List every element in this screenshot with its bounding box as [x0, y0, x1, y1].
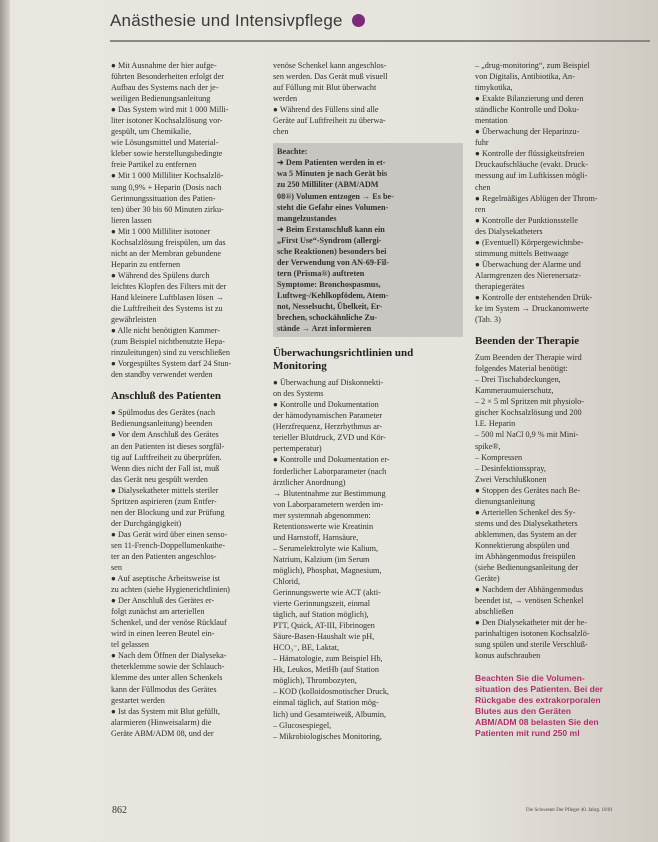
- text-line: Alarmgrenzen des Nierenersatz-: [475, 270, 581, 280]
- text-line: zu achten (siehe Hygienerichtlinien): [111, 585, 230, 595]
- text-line: ● Mit Ausnahme der hier aufge-: [111, 61, 217, 70]
- text-line: Zwei Verschlußkonen: [475, 474, 547, 484]
- column-1: [111, 60, 263, 739]
- section-heading-anschluss: Anschluß des Patienten: [111, 390, 222, 403]
- text-line: ● Den Dialysekatheter mit der he-: [475, 618, 588, 628]
- text-line: ärztlicher Anordnung): [273, 477, 346, 487]
- text-line: venöse Schenkel kann angeschlos-: [273, 61, 387, 70]
- page-number: 862: [112, 805, 127, 816]
- text-line: I.E. Heparin: [475, 419, 516, 429]
- text-line: wie Lösungsmittel und Material-: [111, 138, 219, 148]
- text-line: Chlorid,: [273, 576, 301, 586]
- text-line: täglich, auf Station möglich),: [273, 610, 369, 620]
- column-2: [273, 60, 463, 742]
- text-line: ● Spülmodus des Gerätes (nach: [111, 408, 216, 418]
- text-line: tern (Prisma®) auftreten: [277, 268, 365, 278]
- text-line: chen: [475, 182, 491, 192]
- text-line: vierte Gerinnungszeit, einmal: [273, 599, 371, 609]
- text-line: ● Alle nicht benötigten Kammer-: [111, 326, 220, 336]
- text-line: freie Partikel zu entfernen: [111, 160, 197, 170]
- text-line: theterklemme sowie der Schlauch-: [111, 662, 225, 672]
- text-line: einmal täglich, auf Station mög-: [273, 698, 379, 708]
- text-line: ● Vorgespültes System darf 24 Stun-: [111, 359, 232, 369]
- text-line: – KOD (kolloidosmotischer Druck,: [273, 687, 389, 697]
- text-line: messung auf im Luftkissen mögli-: [475, 171, 588, 181]
- text-line: ● Das System wird mit 1 000 Milli-: [111, 105, 229, 115]
- text-line: Gerinnungssituation des Patien-: [111, 193, 216, 203]
- text-line: sen werden. Das Gerät muß visuell: [273, 72, 388, 82]
- text-line: PTT, Quick, AT-III, Fibrinogen: [273, 621, 375, 631]
- text-line: parinhaltigen isotonen Kochsalzlö-: [475, 629, 590, 639]
- text-line: ke im System → Druckanomwerte: [475, 304, 589, 314]
- text-line: – 2 × 5 ml Spritzen mit physiolo-: [475, 397, 585, 407]
- text-line: führten Besonderheiten erfolgt der: [111, 72, 224, 82]
- text-line: steht die Gefahr eines Volumen-: [277, 202, 389, 212]
- text-line: Luftweg-/Kehlkopfödem, Atem-: [277, 290, 389, 300]
- text-line: ● Während des Spülens durch: [111, 270, 210, 280]
- text-line: nen der Blockung und zur Prüfung: [111, 507, 225, 517]
- text-line: rinzuleitungen) sind zu verschließen: [111, 348, 230, 358]
- text-line: (siehe Bedienungsanleitung der: [475, 563, 579, 573]
- text-line: lich) und Gesamteiweiß, Albumin,: [273, 709, 387, 719]
- text-line: Geräte auf Luftfreiheit zu überwa-: [273, 116, 386, 126]
- text-line: – Kompressen: [475, 452, 523, 462]
- text-line: – Glucosespiegel,: [273, 720, 332, 730]
- text-line: kann der Füllmodus des Gerätes: [111, 684, 217, 694]
- text-line: ständliche Kontrolle und Doku-: [475, 105, 579, 115]
- text-line: Druckaufschläuche (evakt. Druck-: [475, 160, 588, 170]
- text-line: liter isotoner Kochsalzlösung vor-: [111, 116, 223, 126]
- text-line: Hand kleinere Luftblasen lösen →: [111, 292, 224, 302]
- text-line: – Serumelektrolyte wie Kalium,: [273, 543, 379, 553]
- text-line: nicht an der Membran gebundene: [111, 248, 222, 258]
- text-line: ren: [475, 204, 486, 214]
- text-line: von Digitalis, Antibiotika, An-: [475, 72, 575, 82]
- text-line: „First Use“-Syndrom (allergi-: [277, 235, 382, 245]
- column-1-section: [111, 407, 263, 738]
- text-line: Patienten mit rund 250 ml: [475, 728, 580, 739]
- text-line: Zum Beenden der Therapie wird: [475, 353, 582, 363]
- text-line: Rückgabe des extrakorporalen: [475, 695, 601, 706]
- text-line: konus aufschrauben: [475, 651, 541, 661]
- text-line: sung spülen und sterile Verschluß-: [475, 640, 588, 650]
- text-line: Blutes aus den Geräten: [475, 706, 571, 717]
- text-line: werden: [273, 94, 298, 104]
- text-line: ● Kontrolle und Dokumentation: [273, 400, 379, 410]
- text-line: on des Systems: [273, 389, 324, 399]
- text-line: ● Überwachung der Heparinzu-: [475, 127, 580, 137]
- text-line: Kammeraumuierschutz,: [475, 386, 554, 396]
- text-line: sung 0,9% + Heparin (Dosis nach: [111, 182, 222, 192]
- text-line: HCO₃⁻, BE, Laktat,: [273, 643, 340, 653]
- text-line: – Desinfektionsspray,: [475, 463, 546, 473]
- section-heading-ueberwachung: Überwachungsrichtlinien und Monitoring: [273, 347, 414, 373]
- text-line: abschließen: [475, 607, 514, 617]
- text-line: gischer Kochsalzlösung und 200: [475, 408, 582, 418]
- text-line: alarmieren (Hinweisalarm) die: [111, 717, 212, 727]
- text-line: ter an den Patienten angeschlos-: [111, 551, 217, 561]
- text-line: kleber sowie herstellungsbedingte: [111, 149, 223, 159]
- text-line: gewährleisten: [111, 315, 157, 325]
- text-line: ● Nachdem der Abhängenmodus: [475, 585, 583, 595]
- text-line: Geräte): [475, 574, 500, 584]
- text-line: – 500 ml NaCl 0,9 % mit Mini-: [475, 430, 579, 440]
- text-line: wa 5 Minuten je nach Gerät bis: [277, 169, 388, 179]
- footer-source: Die Schwester Der Pfleger 40. Jahrg. 10/01: [526, 808, 613, 813]
- text-line: an den Patienten ist dieses sorgfäl-: [111, 441, 225, 451]
- text-line: ● Mit 1 000 Milliliter Kochsalzlö-: [111, 171, 224, 181]
- text-line: ● Kontrolle der flüssigkeitsfreien: [475, 149, 585, 159]
- section-heading-beenden: Beenden der Therapie: [475, 335, 580, 348]
- column-3-intro: [475, 60, 645, 325]
- text-line: ABM/ADM 08 belasten Sie den: [475, 717, 599, 728]
- text-line: sen: [111, 563, 122, 573]
- text-line: ● Kontrolle der entstehenden Drük-: [475, 292, 593, 302]
- text-line: ● Mit 1 000 Milliliter isotoner: [111, 226, 211, 236]
- text-line: Schenkel, und der venöse Rücklauf: [111, 618, 227, 628]
- text-line: Symptome: Bronchospasmus,: [277, 279, 381, 289]
- text-line: abklemmen, das System an der: [475, 529, 577, 539]
- section-dot-icon: [352, 14, 365, 27]
- text-line: fuhr: [475, 138, 489, 148]
- text-line: Beachten Sie die Volumen-: [475, 673, 585, 684]
- text-line: – Mikrobiologisches Monitoring,: [273, 731, 382, 741]
- text-line: klemme des unter allen Schenkels: [111, 673, 223, 683]
- text-line: therapiegerätes: [475, 281, 525, 291]
- text-line: gestartet werden: [111, 695, 165, 705]
- text-line: gespült, um Chemikalie,: [111, 127, 192, 137]
- text-line: sen 11-French-Doppellumenkathe-: [111, 540, 226, 550]
- text-line: tig auf Luftfreiheit zu überprüfen.: [111, 452, 222, 462]
- text-line: von Laborparametern werden im-: [273, 499, 384, 509]
- text-line: stems und des Dialysekatheters: [475, 518, 578, 528]
- text-line: Beachte:: [277, 147, 308, 157]
- text-line: situation des Patienten. Bei der: [475, 684, 603, 695]
- text-line: ● Überwachung der Alarme und: [475, 259, 581, 269]
- text-line: Kochsalzlösung freispülen, um das: [111, 237, 226, 247]
- text-line: ● Kontrolle und Dokumentation er-: [273, 455, 390, 465]
- text-line: wird in einen leeren Beutel ein-: [111, 629, 215, 639]
- text-line: möglich), Phosphat, Magnesium,: [273, 565, 382, 575]
- text-line: timykotika,: [475, 83, 513, 93]
- text-line: möglich), Thrombozyten,: [273, 676, 357, 686]
- text-line: im Abhängenmodus freispülen: [475, 551, 576, 561]
- text-line: lieren lassen: [111, 215, 152, 225]
- text-line: brechen, schockähnliche Zu-: [277, 313, 378, 323]
- text-line: der Durchgängigkeit): [111, 518, 182, 528]
- text-line: ● (Eventuell) Körpergewichtsbe-: [475, 237, 584, 247]
- text-line: stände → Arzt informieren: [277, 324, 372, 334]
- text-line: ● Vor dem Anschluß des Gerätes: [111, 430, 219, 440]
- text-line: und Harnstoff, Harnsäure,: [273, 532, 359, 542]
- text-line: weiligen Bedienungsanleitung: [111, 94, 211, 104]
- book-spine-shadow: [0, 0, 10, 842]
- page-title: Anästhesie und Intensivpflege: [110, 10, 343, 30]
- column-2-section: [273, 377, 463, 742]
- text-line: ● Der Anschluß des Gerätes er-: [111, 596, 215, 606]
- text-line: zu 250 Milliliter (ABM/ADM: [277, 180, 379, 190]
- text-line: tel gelassen: [111, 640, 149, 650]
- text-line: Geräte ABM/ADM 08, und der: [111, 728, 214, 738]
- text-line: Hk, Leukos, MetHb (auf Station: [273, 665, 379, 675]
- text-line: not, Nesselsucht, Übelkeit, Er-: [277, 301, 383, 311]
- text-line: terieller Blutdruck, ZVD und Kör-: [273, 433, 386, 443]
- text-line: Konnektierung abspülen und: [475, 540, 570, 550]
- text-line: der hämodynamischen Parameter: [273, 411, 383, 421]
- text-line: forderlicher Laborparameter (nach: [273, 466, 387, 476]
- text-line: leichtes Klopfen des Filters mit der: [111, 281, 227, 291]
- text-line: ● Überwachung auf Diskonnekti-: [273, 378, 384, 388]
- text-line: ➜ Beim Erstanschluß kann ein: [277, 224, 385, 234]
- text-line: folgt zunächst am arteriellen: [111, 607, 205, 617]
- text-line: Bedienungsanleitung) beenden: [111, 419, 213, 429]
- text-line: beendet ist, → venösen Schenkel: [475, 596, 584, 606]
- text-line: mangelzustandes: [277, 213, 337, 223]
- text-line: ● Nach dem Öffnen der Dialyseka-: [111, 651, 227, 661]
- column-2-intro: [273, 60, 463, 137]
- text-line: das Gerät neu gespült werden: [111, 474, 208, 484]
- text-line: sche Reaktionen) besonders bei: [277, 246, 387, 256]
- text-line: ● Während des Füllens sind alle: [273, 105, 379, 115]
- page-header: [110, 10, 610, 44]
- text-line: → Blutentnahme zur Bestimmung: [273, 488, 386, 498]
- text-line: mentation: [475, 116, 508, 126]
- note-box-beachte: [273, 143, 463, 337]
- text-line: pertemperatur): [273, 444, 322, 454]
- text-line: Gerinnungswerte wie ACT (akti-: [273, 588, 381, 598]
- text-line: (Tab. 3): [475, 315, 501, 325]
- header-rule: [110, 40, 650, 42]
- text-line: Spritzen aspirieren (zum Entfer-: [111, 496, 217, 506]
- text-line: – Hämatologie, zum Beispiel Hb,: [273, 654, 383, 664]
- text-line: des Dialysekatheters: [475, 226, 543, 236]
- text-line: ● Exakte Bilanzierung und deren: [475, 94, 584, 104]
- text-line: Wenn dies nicht der Fall ist, muß: [111, 463, 220, 473]
- text-line: Natrium, Kalzium (im Serum: [273, 554, 370, 564]
- text-line: ● Das Gerät wird über einen senso-: [111, 529, 228, 539]
- text-line: Heparin zu entfernen: [111, 259, 181, 269]
- column-1-intro: [111, 60, 263, 380]
- text-line: ● Dialysekatheter mittels steriler: [111, 485, 219, 495]
- text-line: dienungsanleitung: [475, 496, 536, 506]
- text-line: ● Arteriellen Schenkel des Sy-: [475, 507, 576, 517]
- text-line: ● Stoppen des Gerätes nach Be-: [475, 485, 581, 495]
- text-line: ➜ Dem Patienten werden in et-: [277, 158, 386, 168]
- text-line: stimmung mittels Bettwaage: [475, 248, 569, 258]
- text-line: den standby verwendet werden: [111, 370, 213, 380]
- text-line: ● Ist das System mit Blut gefüllt,: [111, 706, 220, 716]
- text-line: (Herzfrequenz, Herzrhythmus ar-: [273, 422, 383, 432]
- text-line: der Verwendung von AN-69-Fil-: [277, 257, 389, 267]
- text-line: ten) über 30 bis 60 Minuten zirku-: [111, 204, 224, 214]
- text-line: – Drei Tischabdeckungen,: [475, 375, 561, 385]
- text-line: ● Regelmäßiges Ablügen der Throm-: [475, 193, 598, 203]
- text-line: – „drug-monitoring“, zum Beispiel: [475, 61, 590, 70]
- text-line: spike®,: [475, 441, 501, 451]
- text-line: ● Auf aseptische Arbeitsweise ist: [111, 574, 221, 584]
- text-line: die Luftfreiheit des Systems ist zu: [111, 304, 223, 314]
- text-line: Säure-Basen-Haushalt wie pH,: [273, 632, 375, 642]
- text-line: auf Füllung mit Blut überwacht: [273, 83, 377, 93]
- warning-note: [475, 673, 645, 739]
- column-3: [475, 60, 645, 739]
- text-line: folgendes Material benötigt:: [475, 364, 568, 374]
- text-line: ● Kontrolle der Punktionsstelle: [475, 215, 578, 225]
- column-3-section: [475, 352, 645, 661]
- text-line: Aufbau des Systems nach der je-: [111, 83, 219, 93]
- text-line: chen: [273, 127, 289, 137]
- text-line: (zum Beispiel nichtbenutzte Hepa-: [111, 337, 225, 347]
- text-line: 08®) Volumen entzogen → Es be-: [277, 191, 394, 201]
- text-line: Retentionswerte wie Kreatinin: [273, 521, 374, 531]
- text-line: mer systemnah abgenommen:: [273, 510, 371, 520]
